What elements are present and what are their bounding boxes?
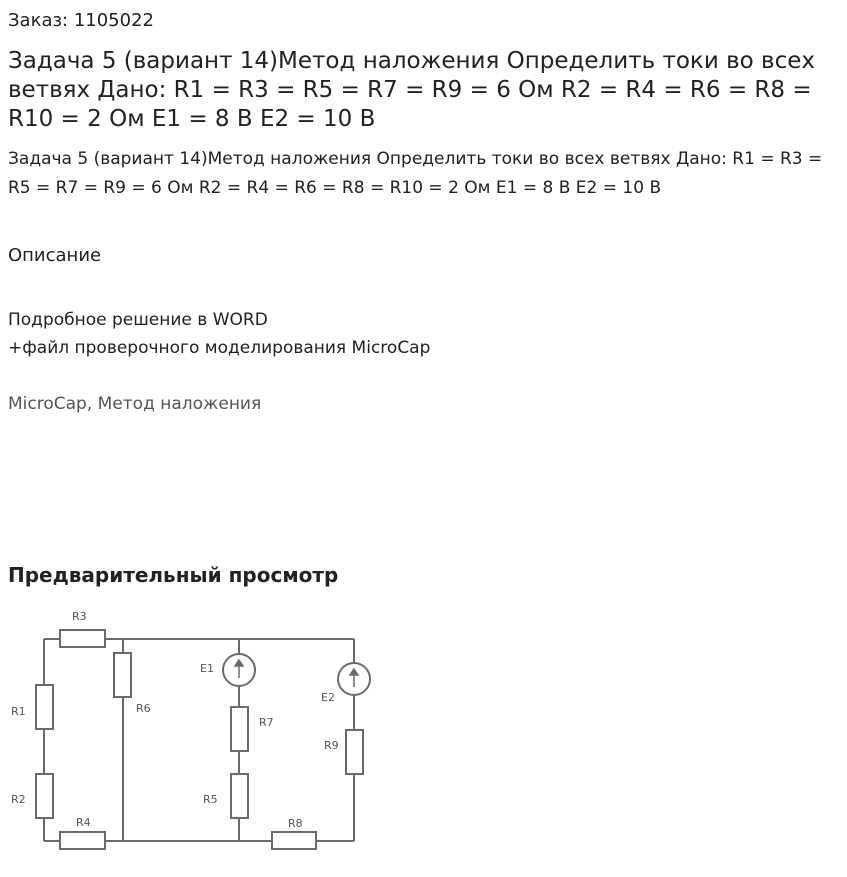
- label-r3: R3: [72, 610, 87, 623]
- description-heading: Описание: [8, 245, 102, 266]
- description-line-1: Подробное решение в WORD: [8, 310, 268, 330]
- label-e1: E1: [200, 662, 214, 675]
- resistor-r1: [36, 685, 53, 729]
- resistor-r2: [36, 774, 53, 818]
- resistor-r5: [231, 774, 248, 818]
- label-r9: R9: [324, 739, 339, 752]
- tag-link-microcap[interactable]: MicroCap: [8, 394, 87, 414]
- resistor-r3: [60, 630, 105, 647]
- tag-separator: ,: [86, 394, 98, 414]
- description-body: [8, 306, 430, 362]
- resistor-r6: [114, 653, 131, 697]
- label-r8: R8: [288, 817, 303, 830]
- circuit-schematic-preview: [8, 603, 378, 853]
- resistor-r4: [60, 832, 105, 849]
- tag-list: [8, 392, 261, 416]
- resistor-r7: [231, 707, 248, 751]
- task-summary: Задача 5 (вариант 14)Метод наложения Определить токи во всех ветвях Дано: R1 = R3 = R5 = R7 = R9 = 6 Ом R2 = R4 = R6 = R8 = R10 = 2 Ом Е1 = 8 В Е2 = 10 В: [8, 149, 823, 198]
- label-r5: R5: [203, 793, 218, 806]
- label-r6: R6: [136, 702, 151, 715]
- label-r1: R1: [11, 705, 26, 718]
- label-e2: E2: [321, 691, 335, 704]
- tag-link-superposition[interactable]: Метод наложения: [97, 394, 262, 414]
- order-number: Заказ: 1105022: [8, 10, 154, 31]
- resistor-r9: [346, 730, 363, 774]
- label-r2: R2: [11, 793, 26, 806]
- voltage-sources: [223, 654, 370, 695]
- label-r7: R7: [259, 716, 274, 729]
- label-r4: R4: [76, 816, 91, 829]
- preview-heading: Предварительный просмотр: [8, 563, 339, 587]
- circuit-wires: [44, 639, 354, 841]
- resistor-r8: [272, 832, 316, 849]
- page-title: Задача 5 (вариант 14)Метод наложения Определить токи во всех ветвях Дано: R1 = R3 = R5 = R7 = R9 = 6 Ом R2 = R4 = R6 = R8 = R10 = 2 Ом Е1 = 8 В Е2 = 10 В: [8, 48, 815, 132]
- description-line-2: +файл проверочного моделирования MicroCap: [8, 338, 431, 358]
